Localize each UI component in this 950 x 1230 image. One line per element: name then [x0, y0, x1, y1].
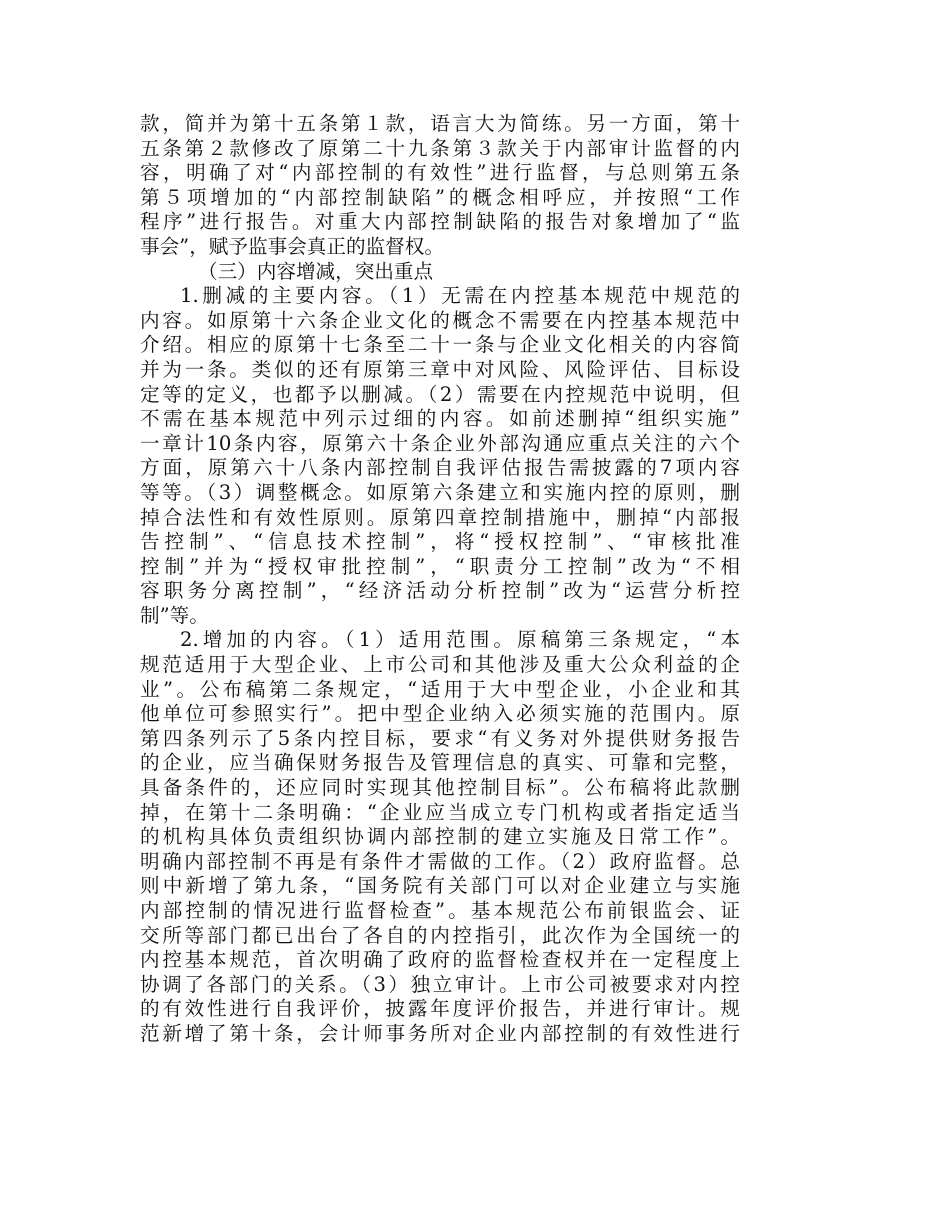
text-line: 控制”并为“授权审批控制”，“职责分工控制”改为“不相	[140, 554, 740, 578]
text-line: 范新增了第十条，会计师事务所对企业内部控制的有效性进行	[140, 1021, 740, 1045]
text-line: 方面，原第六十八条内部控制自我评估报告需披露的7项内容	[140, 456, 740, 480]
text-line: 掉合法性和有效性原则。原第四章控制措施中，删掉“内部报	[140, 505, 740, 529]
text-line: 不需在基本规范中列示过细的内容。如前述删掉“组织实施”	[140, 407, 740, 431]
text-line: 内部控制的情况进行监督检查”。基本规范公布前银监会、证	[140, 899, 740, 922]
text-line: 规范适用于大型企业、上市公司和其他涉及重大公众利益的企	[140, 653, 740, 677]
text-line: 五条第２款修改了原第二十九条第３款关于内部审计监督的内	[140, 136, 740, 160]
text-line: 第５项增加的“内部控制缺陷”的概念相呼应，并按照“工作	[140, 185, 740, 209]
text-line: 第四条列示了5条内控目标，要求“有义务对外提供财务报告	[140, 726, 740, 750]
text-line: 业”。公布稿第二条规定，“适用于大中型企业，小企业和其	[140, 677, 740, 701]
text-line: 他单位可参照实行”。把中型企业纳入必须实施的范围内。原	[140, 702, 740, 726]
text-line: 容，明确了对“内部控制的有效性”进行监督，与总则第五条	[140, 161, 740, 185]
text-line: 协调了各部门的关系。（3）独立审计。上市公司被要求对内控	[140, 972, 740, 996]
text-line: 等等。（3）调整概念。如原第六条建立和实施内控的原则，删	[140, 480, 740, 504]
text-line: 一章计10条内容，原第六十条企业外部沟通应重点关注的六个	[140, 431, 740, 455]
text-line: 内控基本规范，首次明确了政府的监督检查权并在一定程度上	[140, 948, 740, 972]
text-line: 内容。如原第十六条企业文化的概念不需要在内控基本规范中	[140, 308, 740, 332]
text-line: 程序”进行报告。对重大内部控制缺陷的报告对象增加了“监	[140, 210, 740, 234]
section-heading: （三）内容增减，突出重点	[198, 259, 434, 283]
text-line: 则中新增了第九条，“国务院有关部门可以对企业建立与实施	[140, 874, 740, 898]
text-line: 2.增加的内容。（1）适用范围。原稿第三条规定，“本	[180, 628, 740, 652]
text-line: 容职务分离控制”，“经济活动分析控制”改为“运营分析控	[140, 579, 740, 603]
text-line: 明确内部控制不再是有条件才需做的工作。（2）政府监督。总	[140, 849, 740, 873]
text-line: 事会”，赋予监事会真正的监督权。	[140, 234, 444, 258]
text-line: 款，简并为第十五条第１款，语言大为简练。另一方面，第十	[140, 112, 740, 135]
text-line: 定等的定义，也都予以删减。（2）需要在内控规范中说明，但	[140, 382, 740, 406]
text-line: 告控制”、“信息技术控制”，将“授权控制”、“审核批准	[140, 530, 740, 554]
text-line: 具备条件的，还应同时实现其他控制目标”。公布稿将此款删	[140, 776, 740, 800]
text-line: 1.删减的主要内容。（1）无需在内控基本规范中规范的	[180, 284, 740, 308]
text-line: 介绍。相应的原第十七条至二十一条与企业文化相关的内容简	[140, 333, 740, 357]
text-line: 制”等。	[140, 603, 209, 627]
text-line: 的有效性进行自我评价，披露年度评价报告，并进行审计。规	[140, 997, 740, 1021]
text-line: 的机构具体负责组织协调内部控制的建立实施及日常工作”。	[140, 825, 740, 849]
text-line: 并为一条。类似的还有原第三章中对风险、风险评估、目标设	[140, 357, 740, 381]
text-line: 交所等部门都已出台了各自的内控指引，此次作为全国统一的	[140, 923, 740, 947]
text-line: 的企业，应当确保财务报告及管理信息的真实、可靠和完整，	[140, 751, 740, 775]
text-line: 掉，在第十二条明确：“企业应当成立专门机构或者指定适当	[140, 800, 740, 824]
body-text	[140, 112, 740, 1047]
